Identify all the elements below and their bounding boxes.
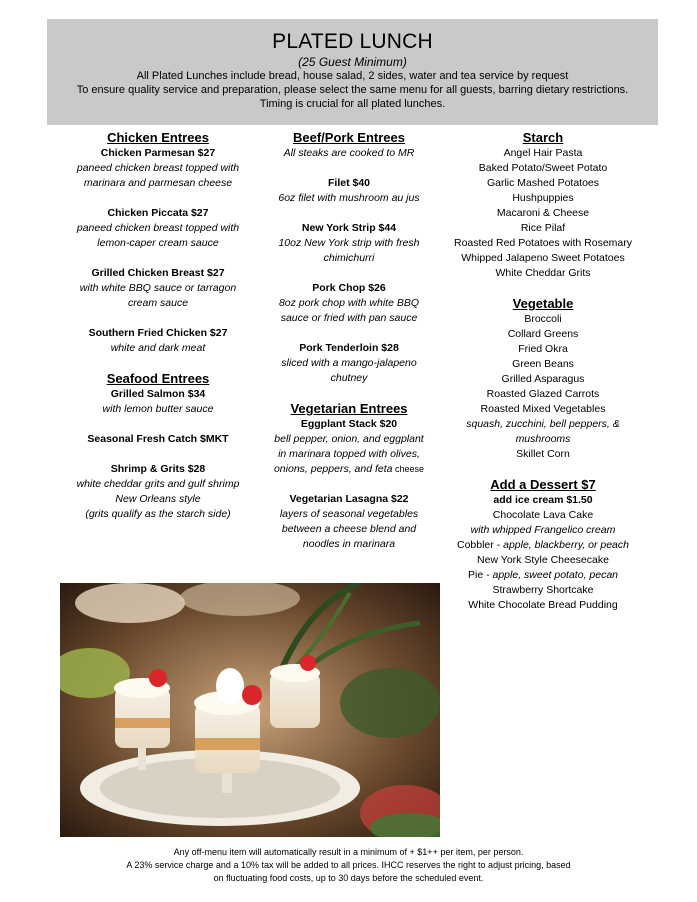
column-chicken-seafood xyxy=(58,130,258,522)
column-sides-dessert xyxy=(440,130,646,613)
menu-item-name: Southern Fried Chicken $27 xyxy=(88,327,228,339)
menu-item-desc: bell pepper, onion, and eggplant xyxy=(274,433,424,445)
dessert-item: White Chocolate Bread Pudding xyxy=(468,599,618,611)
menu-item-desc: paneed chicken breast topped with xyxy=(76,162,240,174)
menu-item-desc: marinara and parmesan cheese xyxy=(83,177,233,189)
dessert-desc: with whipped Frangelico cream xyxy=(470,524,616,536)
dessert-item: Cobbler - apple, blackberry, or peach xyxy=(457,539,629,551)
menu-item-name: New York Strip $44 xyxy=(301,222,397,234)
header-line: Timing is crucial for all plated lunches. xyxy=(259,98,446,110)
menu-item-desc: white and dark meat xyxy=(110,342,206,354)
menu-item-desc: in marinara topped with olives, xyxy=(278,448,420,460)
side-item: Roasted Glazed Carrots xyxy=(486,388,600,400)
footer-line: on fluctuating food costs, up to 30 days before the scheduled event. xyxy=(213,873,484,883)
menu-item-desc: white cheddar grits and gulf shrimp xyxy=(76,478,240,490)
side-item: Garlic Mashed Potatoes xyxy=(486,177,600,189)
page-title: PLATED LUNCH xyxy=(272,30,433,53)
menu-item-name: Pork Tenderloin $28 xyxy=(299,342,399,354)
side-item: Fried Okra xyxy=(518,343,568,355)
menu-item-desc: with white BBQ sauce or tarragon xyxy=(79,282,237,294)
column-beef-vegetarian xyxy=(258,130,440,552)
menu-item-name: Chicken Parmesan $27 xyxy=(100,147,216,159)
menu-item-name: Filet $40 xyxy=(327,177,371,189)
side-item: Collard Greens xyxy=(507,328,579,340)
menu-item-desc: 6oz filet with mushroom au jus xyxy=(278,192,420,204)
dessert-item: Chocolate Lava Cake xyxy=(492,509,594,521)
menu-item-desc: sauce or fried with pan sauce xyxy=(280,312,418,324)
menu-item-desc: cream sauce xyxy=(127,297,189,309)
section-heading-vegetarian: Vegetarian Entrees xyxy=(290,401,408,416)
menu-item-name: Chicken Piccata $27 xyxy=(107,207,209,219)
section-heading-vegetable: Vegetable xyxy=(512,296,574,311)
menu-item-desc: between a cheese blend and xyxy=(281,523,417,535)
side-item-desc: mushrooms xyxy=(515,433,571,445)
side-item: Rice Pilaf xyxy=(520,222,566,234)
side-item: Angel Hair Pasta xyxy=(503,147,583,159)
side-item: Roasted Mixed Vegetables xyxy=(480,403,606,415)
side-item: Grilled Asparagus xyxy=(501,373,585,385)
side-item: Macaroni & Cheese xyxy=(496,207,590,219)
side-item: White Cheddar Grits xyxy=(495,267,591,279)
footer-notes xyxy=(40,846,657,885)
menu-item-desc: 8oz pork chop with white BBQ xyxy=(278,297,420,309)
dessert-item: Strawberry Shortcake xyxy=(492,584,594,596)
menu-item-desc: chutney xyxy=(330,372,368,384)
menu-item-desc: sliced with a mango-jalapeno xyxy=(281,357,417,369)
menu-item-desc: chimichurri xyxy=(323,252,375,264)
menu-item-desc: paneed chicken breast topped with xyxy=(76,222,240,234)
side-item-desc: squash, zucchini, bell peppers, & xyxy=(466,418,620,430)
menu-item-desc: layers of seasonal vegetables xyxy=(279,508,419,520)
menu-item-name: Vegetarian Lasagna $22 xyxy=(289,493,409,505)
footer-line: A 23% service charge and a 10% tax will be added to all prices. IHCC reserves the right to adjust pricing, based xyxy=(126,860,571,870)
menu-item-desc: noodles in marinara xyxy=(302,538,396,550)
dessert-addon: add ice cream $1.50 xyxy=(493,494,593,506)
side-item: Whipped Jalapeno Sweet Potatoes xyxy=(461,252,625,264)
menu-item-desc: with lemon butter sauce xyxy=(102,403,214,415)
menu-item-name: Seasonal Fresh Catch $MKT xyxy=(87,433,229,445)
header-line: To ensure quality service and preparation, please select the same menu for all guests, barring dietary restrictions. xyxy=(76,84,629,96)
side-item: Green Beans xyxy=(512,358,574,370)
menu-item-desc: New Orleans style xyxy=(115,493,201,505)
menu-item-name: Grilled Salmon $34 xyxy=(110,388,206,400)
menu-item-desc: onions, peppers, and feta cheese xyxy=(273,463,425,475)
section-heading-seafood: Seafood Entrees xyxy=(106,371,210,386)
menu-item-name: Eggplant Stack $20 xyxy=(300,418,398,430)
menu-item-name: Grilled Chicken Breast $27 xyxy=(91,267,225,279)
menu-item-desc: 10oz New York strip with fresh xyxy=(278,237,420,249)
side-item: Broccoli xyxy=(524,313,562,325)
side-item: Hushpuppies xyxy=(512,192,574,204)
header-banner xyxy=(47,19,658,125)
menu-item-desc: (grits qualify as the starch side) xyxy=(85,508,231,520)
dessert-item: New York Style Cheesecake xyxy=(477,554,609,566)
side-item: Skillet Corn xyxy=(516,448,570,460)
dessert-photo-image xyxy=(60,583,440,837)
menu-item-name: Shrimp & Grits $28 xyxy=(110,463,206,475)
dessert-photo xyxy=(60,583,440,837)
footer-line: Any off-menu item will automatically result in a minimum of + $1++ per item, per person. xyxy=(173,847,524,857)
guest-minimum: (25 Guest Minimum) xyxy=(298,55,407,69)
section-heading-chicken: Chicken Entrees xyxy=(107,130,209,145)
steak-note: All steaks are cooked to MR xyxy=(283,147,415,159)
header-line: All Plated Lunches include bread, house salad, 2 sides, water and tea service by request xyxy=(136,70,569,82)
section-heading-starch: Starch xyxy=(522,130,564,145)
menu-item-desc: lemon-caper cream sauce xyxy=(97,237,219,249)
dessert-item: Pie - apple, sweet potato, pecan xyxy=(467,569,619,581)
section-heading-beef-pork: Beef/Pork Entrees xyxy=(293,130,405,145)
side-item: Baked Potato/Sweet Potato xyxy=(478,162,608,174)
section-heading-dessert: Add a Dessert $7 xyxy=(490,477,596,492)
side-item: Roasted Red Potatoes with Rosemary xyxy=(453,237,632,249)
menu-item-name: Pork Chop $26 xyxy=(312,282,386,294)
